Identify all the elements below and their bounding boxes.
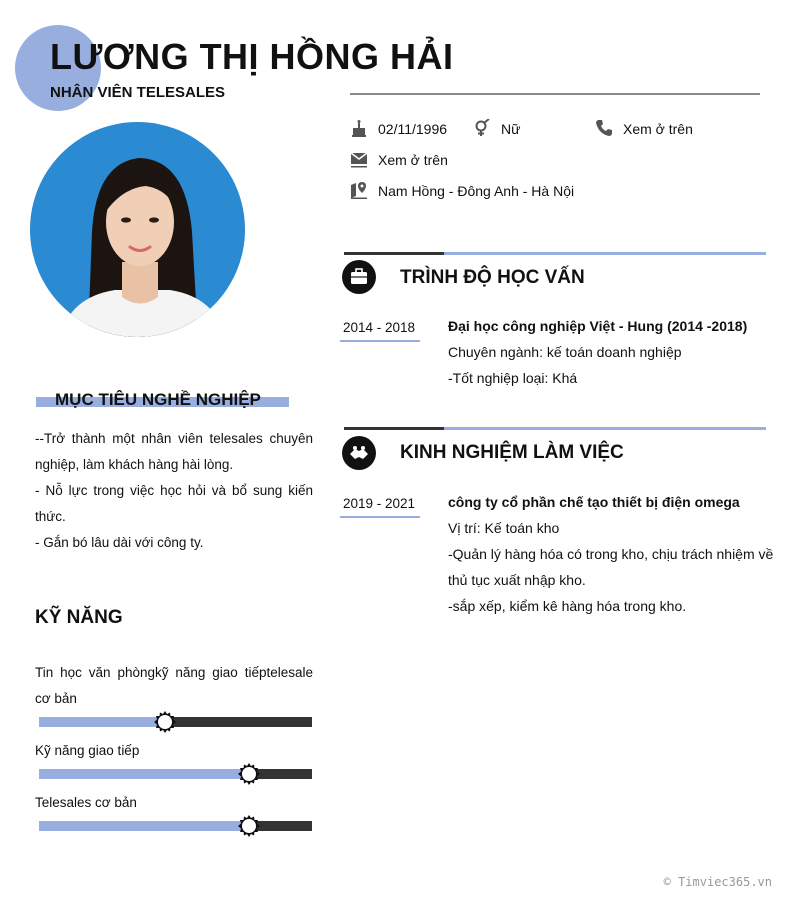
education-bar-light xyxy=(444,252,766,255)
birthday-value: 02/11/1996 xyxy=(378,121,448,137)
skill-label-2: Kỹ năng giao tiếp xyxy=(35,743,140,758)
skill-label-1: Tin học văn phòngkỹ năng giao tiếptelesale cơ bản xyxy=(35,665,313,706)
education-bar-dark xyxy=(344,252,444,255)
gender-value: Nữ xyxy=(501,121,521,137)
address-value: Nam Hồng - Đông Anh - Hà Nội xyxy=(378,183,575,199)
skill-bar-2-knob xyxy=(238,763,260,785)
skill-bar-1-knob xyxy=(154,711,176,733)
watermark: © Timviec365.vn xyxy=(663,875,772,889)
address-row xyxy=(350,181,574,199)
candidate-name: LƯƠNG THỊ HỒNG HẢI xyxy=(50,36,454,77)
profile-photo xyxy=(30,122,245,337)
skill-bar-3-fill xyxy=(39,821,249,831)
handshake-icon xyxy=(342,436,376,470)
email-value: Xem ở trên xyxy=(378,152,448,168)
experience-date: 2019 - 2021 xyxy=(343,496,416,511)
gender-icon xyxy=(473,119,491,137)
objective-title: MỤC TIÊU NGHỀ NGHIỆP xyxy=(55,390,261,409)
education-grade: -Tốt nghiệp loại: Khá xyxy=(448,370,578,386)
map-pin-icon xyxy=(350,181,368,199)
experience-duty-1: -Quản lý hàng hóa có trong kho, chịu trách nhiệm về thủ tục xuất nhập kho. xyxy=(448,546,774,588)
candidate-role: NHÂN VIÊN TELESALES xyxy=(50,84,226,101)
experience-position: Vị trí: Kế toán kho xyxy=(448,520,560,536)
cake-icon xyxy=(350,119,368,137)
email-row xyxy=(350,150,448,168)
gender-row xyxy=(473,119,520,137)
experience-entry xyxy=(448,489,778,619)
skill-label-3: Telesales cơ bản xyxy=(35,795,137,810)
phone-value: Xem ở trên xyxy=(623,121,693,137)
briefcase-icon xyxy=(342,260,376,294)
experience-bar-light xyxy=(444,427,766,430)
phone-icon xyxy=(595,119,613,137)
education-major: Chuyên ngành: kế toán doanh nghiệp xyxy=(448,344,682,360)
skill-bar-3 xyxy=(39,821,312,831)
experience-bar-dark xyxy=(344,427,444,430)
experience-title: KINH NGHIỆM LÀM VIỆC xyxy=(400,442,624,463)
header-divider xyxy=(350,93,760,95)
education-title: TRÌNH ĐỘ HỌC VẤN xyxy=(400,267,585,288)
skill-bar-1 xyxy=(39,717,312,727)
phone-row xyxy=(595,119,693,137)
objective-line-3: - Gắn bó lâu dài với công ty. xyxy=(35,535,204,550)
objective-text xyxy=(35,426,313,556)
experience-duty-2: -sắp xếp, kiểm kê hàng hóa trong kho. xyxy=(448,598,687,614)
education-entry xyxy=(448,313,778,391)
education-school: Đại học công nghiệp Việt - Hung (2014 -2018) xyxy=(448,318,748,334)
education-date-underline xyxy=(340,340,420,342)
skill-bar-3-knob xyxy=(238,815,260,837)
skill-bar-2-fill xyxy=(39,769,249,779)
objective-line-1: --Trở thành một nhân viên telesales chuyên nghiệp, làm khách hàng hài lòng. xyxy=(35,431,313,472)
birthday-row xyxy=(350,119,447,137)
experience-company: công ty cổ phần chế tạo thiết bị điện omega xyxy=(448,494,740,510)
mail-icon xyxy=(350,150,368,168)
skill-bar-2 xyxy=(39,769,312,779)
skill-bar-1-fill xyxy=(39,717,165,727)
skills-title: KỸ NĂNG xyxy=(35,607,123,628)
objective-line-2: - Nỗ lực trong việc học hỏi và bổ sung kiến thức. xyxy=(35,483,313,524)
experience-date-underline xyxy=(340,516,420,518)
education-date: 2014 - 2018 xyxy=(343,320,416,335)
portrait-illustration xyxy=(30,122,245,337)
